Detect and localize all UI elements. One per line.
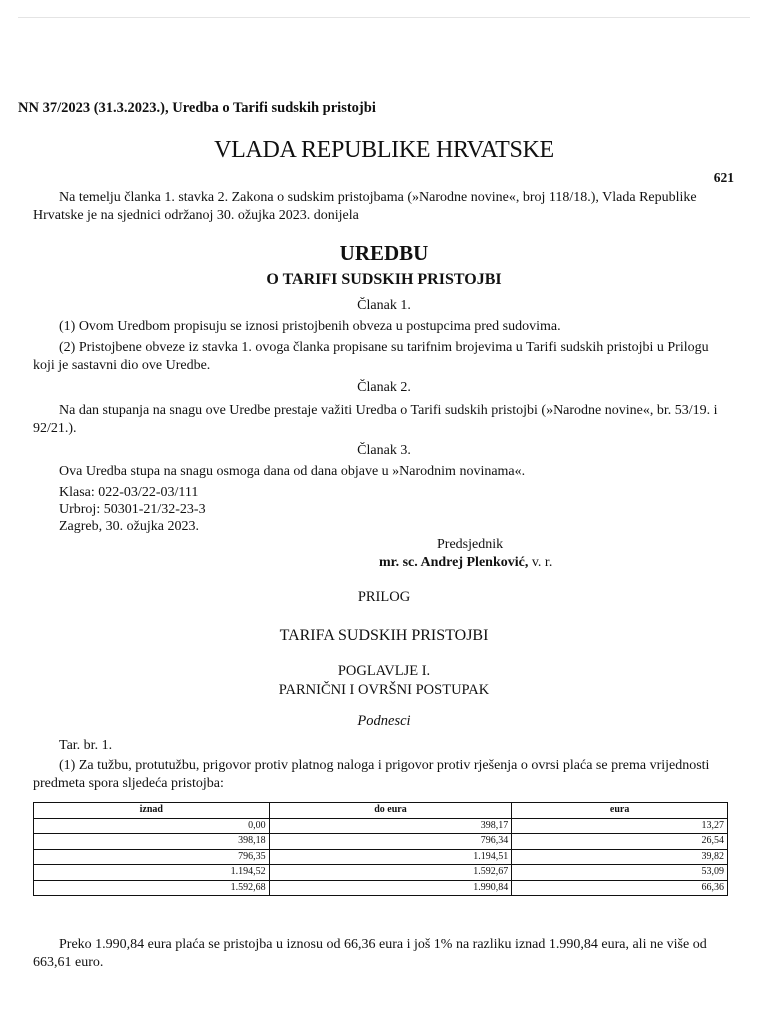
urbroj: Urbroj: 50301-21/32-23-3 xyxy=(59,502,206,517)
table-row xyxy=(34,849,728,865)
document-subtitle: O TARIFI SUDSKIH PRISTOJBI xyxy=(266,271,502,288)
table-cell: 796,34 xyxy=(269,834,512,850)
table-cell: 13,27 xyxy=(512,818,728,834)
document-reference: NN 37/2023 (31.3.2023.), Uredba o Tarifi sudskih pristojbi xyxy=(18,100,376,116)
signature-block xyxy=(379,555,552,571)
table-cell: 796,35 xyxy=(34,849,270,865)
issuer-heading: VLADA REPUBLIKE HRVATSKE xyxy=(214,137,554,163)
table-cell: 26,54 xyxy=(512,834,728,850)
place-date: Zagreb, 30. ožujka 2023. xyxy=(59,519,199,534)
column-header-do-eura: do eura xyxy=(269,803,512,819)
signature-title: Predsjednik xyxy=(437,537,504,552)
table-cell: 0,00 xyxy=(34,818,270,834)
table-cell: 39,82 xyxy=(512,849,728,865)
document-title: UREDBU xyxy=(339,241,429,265)
article-2-paragraph-1: Na dan stupanja na snagu ove Uredbe prestaje važiti Uredba o Tarifi sudskih pristojbi (»Narodne novine«, br. 53/19. i 92/21.). xyxy=(33,403,718,436)
table-row xyxy=(34,865,728,881)
table-cell: 1.592,67 xyxy=(269,865,512,881)
klasa: Klasa: 022-03/22-03/111 xyxy=(59,485,199,500)
table-row xyxy=(34,880,728,896)
annex-label: PRILOG xyxy=(357,589,411,605)
chapter-title: PARNIČNI I OVRŠNI POSTUPAK xyxy=(278,682,490,698)
section-heading: Podnesci xyxy=(357,713,411,729)
column-header-iznad: iznad xyxy=(34,803,270,819)
table-cell: 1.194,52 xyxy=(34,865,270,881)
article-2-heading: Članak 2. xyxy=(357,380,411,395)
signature-suffix: v. r. xyxy=(528,555,553,570)
tariff-text: (1) Za tužbu, protutužbu, prigovor protiv platnog naloga i prigovor protiv rješenja o ovrsi plaća se prema vrijednosti predmeta spora sljedeća pristojba: xyxy=(33,758,710,791)
preamble: Na temelju članka 1. stavka 2. Zakona o sudskim pristojbama (»Narodne novine«, broj 118/18.), Vlada Republike Hrvatske je na sjednici održanoj 30. ožujka 2023. donijela xyxy=(33,190,697,223)
table-row xyxy=(34,818,728,834)
top-divider xyxy=(18,17,750,18)
table-header-row xyxy=(34,803,728,819)
article-3-heading: Članak 3. xyxy=(357,443,411,458)
article-1-paragraph-2: (2) Pristojbene obveze iz stavka 1. ovoga članka propisane su tarifnim brojevima u Tarifi sudskih pristojbi u Prilogu koji je sastavni dio ove Uredbe. xyxy=(33,340,709,373)
tariff-number: Tar. br. 1. xyxy=(59,738,113,753)
table-row xyxy=(34,834,728,850)
tariff-table xyxy=(33,802,728,896)
tariff-footer: Preko 1.990,84 eura plaća se pristojba u iznosu od 66,36 eura i još 1% na razliku iznad 1.990,84 eura, ali ne više od 663,61 euro. xyxy=(33,937,707,970)
table-cell: 398,18 xyxy=(34,834,270,850)
article-1-heading: Članak 1. xyxy=(357,298,411,313)
article-1-paragraph-1: (1) Ovom Uredbom propisuju se iznosi pristojbenih obveza u postupcima pred sudovima. xyxy=(59,319,561,334)
signature-name: mr. sc. Andrej Plenković, xyxy=(379,555,529,570)
document-number: 621 xyxy=(713,170,734,185)
table-cell: 1.592,68 xyxy=(34,880,270,896)
table-cell: 66,36 xyxy=(512,880,728,896)
column-header-eura: eura xyxy=(512,803,728,819)
table-cell: 1.194,51 xyxy=(269,849,512,865)
chapter-number: POGLAVLJE I. xyxy=(337,663,431,679)
annex-title: TARIFA SUDSKIH PRISTOJBI xyxy=(279,627,489,644)
table-cell: 398,17 xyxy=(269,818,512,834)
table-cell: 53,09 xyxy=(512,865,728,881)
article-3-paragraph-1: Ova Uredba stupa na snagu osmoga dana od dana objave u »Narodnim novinama«. xyxy=(59,464,526,479)
table-cell: 1.990,84 xyxy=(269,880,512,896)
